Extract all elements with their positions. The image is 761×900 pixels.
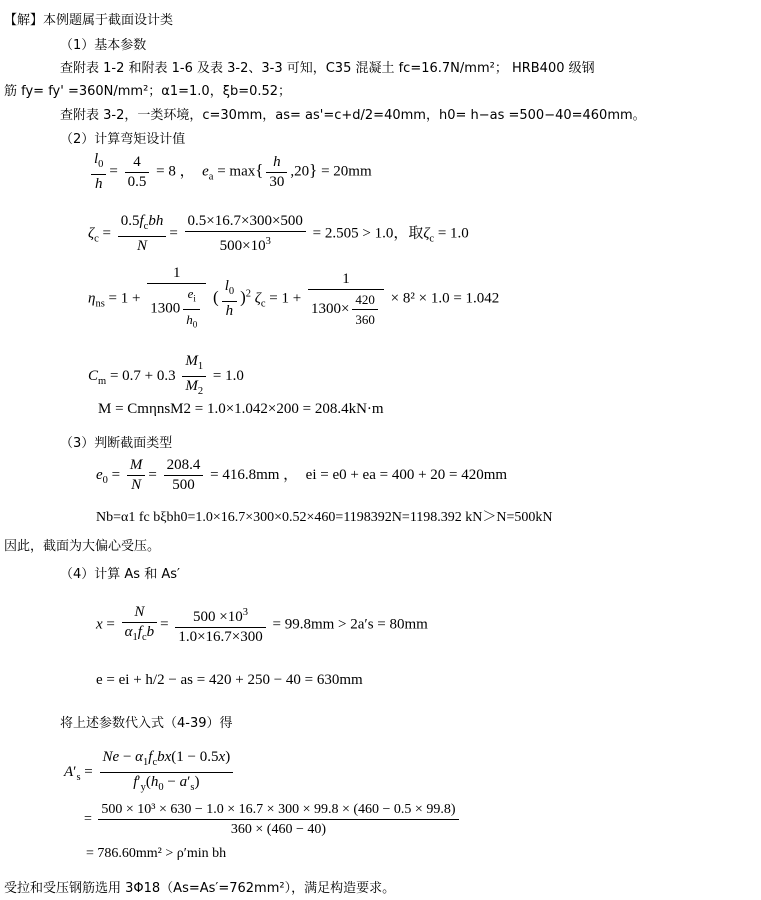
equation-e0-ei: $e_0$ = $\frac{M}{N}$ = $\frac{208.4}{500}$ = 416.8mm ， ei = e0 + ea = 400 + 20 = 420mm <box>96 457 508 493</box>
eq-as-numerator: 500 × 10³ × 630 − 1.0 × 16.7 × 300 × 99.8 × (460 − 0.5 × 99.8) <box>98 800 458 820</box>
final-conclusion: 受拉和受压钢筋选用 3Φ18（As=As′=762mm²），满足构造要求。 <box>4 881 396 896</box>
eq-ea-result: = 20mm <box>321 163 372 180</box>
eq-ei: ei = e0 + ea = 400 + 20 = 420mm <box>305 466 508 483</box>
eq-x-result: = 99.8mm > 2a′s = 80mm <box>272 616 428 633</box>
equation-zeta-c: $\zeta_c$ = $\frac{0.5f_cbh}{N}$ = $\frac{0.5\times 16.7\times 300\times 500}{500\times 10^3}$ = 2.505 > 1.0，取$\zeta_c = 1.0$ <box>88 213 469 254</box>
equation-design-moment: M = CmηnsM2 = 1.0×1.042×200 = 208.4kN·m <box>98 401 384 417</box>
equation-as-result: = 786.60mm² > ρ′min bh <box>86 846 227 861</box>
section-3-heading: （3）判断截面类型 <box>60 436 173 451</box>
equation-as-formula: $A'_s$ = $\frac{Ne - \alpha_1f_cbx(1 - 0.5x)}{f'_y(h_0 - a'_s)}$ <box>64 748 236 797</box>
equation-e: e = ei + h/2 − as = 420 + 250 − 40 = 630mm <box>96 672 363 688</box>
equation-cm: $C_m = 0.7 + 0.3$ $\frac{M_1}{M_2}$ = 1.0 <box>88 353 244 397</box>
section-1-heading: （1）基本参数 <box>60 38 147 53</box>
eq-eta-result: × 8² × 1.0 = 1.042 <box>390 290 500 307</box>
section-1-line-3: 查附表 3-2，一类环境，c=30mm，as= as'=c+d/2=40mm，h0= h−as =500−40=460mm。 <box>60 108 646 123</box>
substitute-text: 将上述参数代入式（4-39）得 <box>60 716 233 731</box>
section-4-heading: （4）计算 As 和 As′ <box>60 567 180 582</box>
section-1-line-2: 筋 fy= fy' =360N/mm²；α1=1.0，ξb=0.52； <box>4 84 292 99</box>
eq-l0h-result: = 8 ， <box>156 163 195 180</box>
equation-x: x = $\frac{N}{\alpha_1f_cb}$ = $\frac{500 \times 10^3}{1.0\times 16.7\times 300}$ = 99.8mm > 2a′s = 80mm <box>96 604 428 645</box>
eq-cm-expr: = 0.7 + 0.3 <box>109 367 176 384</box>
solution-title: 【解】本例题属于截面设计类 <box>4 13 174 28</box>
eq-as-denominator: 360 × (460 − 40) <box>230 822 327 837</box>
equation-nb: Nb=α1 fc bξbh0=1.0×16.7×300×0.52×460=1198392N=1198.392 kN＞N=500kN <box>96 510 553 525</box>
eq-zeta-tail: = 1.0 <box>437 225 469 242</box>
section-1-line-1: 查附表 1-2 和附表 1-6 及表 3-2、3-3 可知，C35 混凝土 fc=16.7N/mm²； HRB400 级钢 <box>60 61 595 76</box>
section-2-heading: （2）计算弯矩设计值 <box>60 132 186 147</box>
section-3-conclusion: 因此，截面为大偏心受压。 <box>4 539 161 554</box>
equation-slenderness-and-ea: $\frac{l_0}{h}$ = $\frac{4}{0.5}$ = 8 ， $e_a = \max${ $\frac{h}{30}$ ,20} = 20mm <box>88 150 372 194</box>
equation-eta-ns: $\eta_{ns} = 1$ + 1 1300 $\frac{e_i}{h_0}$ ( $\frac{l_0}{h}$ )$^2$ $\zeta_c = 1$ + 1 1300× $\frac{420}{360}$ × 8² × 1.0 = 1.042 <box>88 265 500 330</box>
eq-cm-result: = 1.0 <box>212 367 244 384</box>
equation-as-substituted: = 500 × 10³ × 630 − 1.0 × 16.7 × 300 × 99.8 × (460 − 0.5 × 99.8) 360 × (460 − 40) <box>84 800 462 839</box>
eq-e0-result: = 416.8mm ， <box>210 466 299 483</box>
eq-zeta-result: = 2.505 > 1.0，取 <box>312 225 424 242</box>
